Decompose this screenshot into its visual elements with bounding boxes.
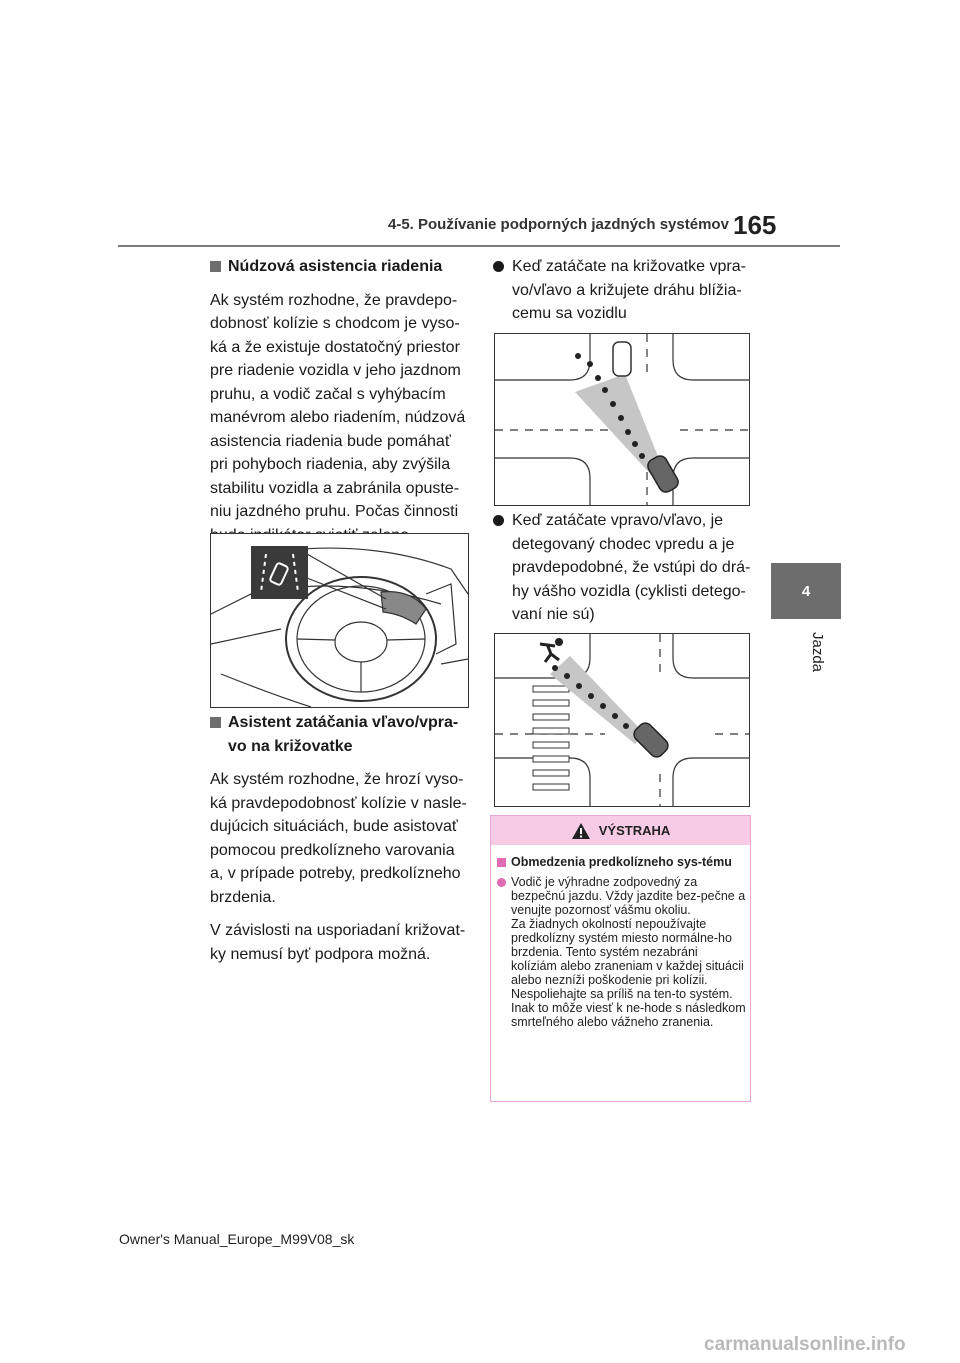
- chapter-tab[interactable]: 4: [771, 563, 841, 619]
- warning-header: [491, 816, 750, 845]
- warning-triangle-icon: [571, 822, 591, 840]
- bullet-oncoming-vehicle: Keď zatáčate na križovatke vpra-vo/vľavo a križujete dráhu blížia-cemu sa vozidlu: [492, 255, 752, 326]
- warning-heading: Obmedzenia predkolízneho sys-tému: [497, 855, 746, 869]
- steering-wheel-illustration: [210, 533, 469, 708]
- chapter-label: Jazda: [809, 632, 826, 673]
- bullet-pedestrian: Keď zatáčate vpravo/vľavo, je detegovaný chodec vpredu a je pravdepodobné, že vstúpi do drá-hy vášho vozidla (cyklisti detego-vaní nie sú): [492, 509, 752, 627]
- square-bullet-icon: [210, 717, 221, 728]
- heading-intersection-assist: Asistent zatáčania vľavo/vpra-vo na križovatke: [210, 711, 468, 758]
- footer-manual-id: Owner's Manual_Europe_M99V08_sk: [119, 1231, 355, 1247]
- section-title: 4-5. Používanie podporných jazdných systémov: [388, 216, 729, 233]
- paragraph-intersection-assist: Ak systém rozhodne, že hrozí vyso-ká pravdepodobnosť kolízie v nasle-dujúcich situáciách, bude asistovať pomocou predkolízneho varovania a, v prípade potreby, predkolízneho brzdenia.: [210, 771, 467, 906]
- warning-body: [491, 845, 750, 1029]
- watermark-logo: [700, 1328, 960, 1358]
- pedestrian-crossing-diagram: [494, 633, 750, 807]
- page-number: 165: [733, 210, 777, 240]
- lane-assist-indicator-icon: [251, 546, 308, 599]
- square-bullet-icon: [497, 858, 506, 867]
- round-bullet-icon: [493, 261, 504, 272]
- paragraph-intersection-note: V závislosti na usporiadaní križovat-ky nemusí byť podpora možná.: [210, 922, 466, 963]
- right-column-top: [492, 255, 752, 336]
- square-bullet-icon: [210, 261, 221, 272]
- paragraph-emergency-steering: Ak systém rozhodne, že pravdepo-dobnosť kolízie s chodcom je vyso-ká a že existuje dostatočný priestor pre riadenie vozidla v jeho jazdnom pruhu, a vodič začal s vyhýbacím manévrom alebo riadením, núdzová asistencia riadenia bude pomáhať pri pohyboch riadenia, aby zvýšila stabilitu vozidla a zabránila opuste-niu jazdného pruhu. Počas činnosti: [210, 291, 466, 520]
- warning-title: VÝSTRAHA: [598, 823, 671, 838]
- warning-bullet: Vodič je výhradne zodpovedný za bezpečnú jazdu. Vždy jazdite bez-pečne a venujte pozornosť vášmu okoliu. Za žiadnych okolností nepoužívajte predkolízny systém miesto normálne-ho brzdenia. Tento systém nezabráni kolíziám alebo zraneniam v každej situácii alebo nezníži poškodenie pri kolízii. Nespoliehajte sa príliš na ten-to systém. Inak to môže viesť k ne-hode s následkom smrteľného alebo vážneho zranenia.: [497, 875, 746, 1029]
- round-bullet-icon: [497, 878, 506, 887]
- round-bullet-icon: [493, 515, 504, 526]
- header-divider: [118, 245, 840, 247]
- right-column-middle: [492, 509, 752, 637]
- warning-box: [490, 815, 751, 1102]
- left-column-bottom: [210, 711, 468, 976]
- heading-emergency-steering: Núdzová asistencia riadenia: [210, 255, 468, 279]
- left-column-top: [210, 255, 468, 557]
- watermark-text: carmanualsonline.info: [704, 1334, 906, 1355]
- intersection-car-diagram: [494, 333, 750, 506]
